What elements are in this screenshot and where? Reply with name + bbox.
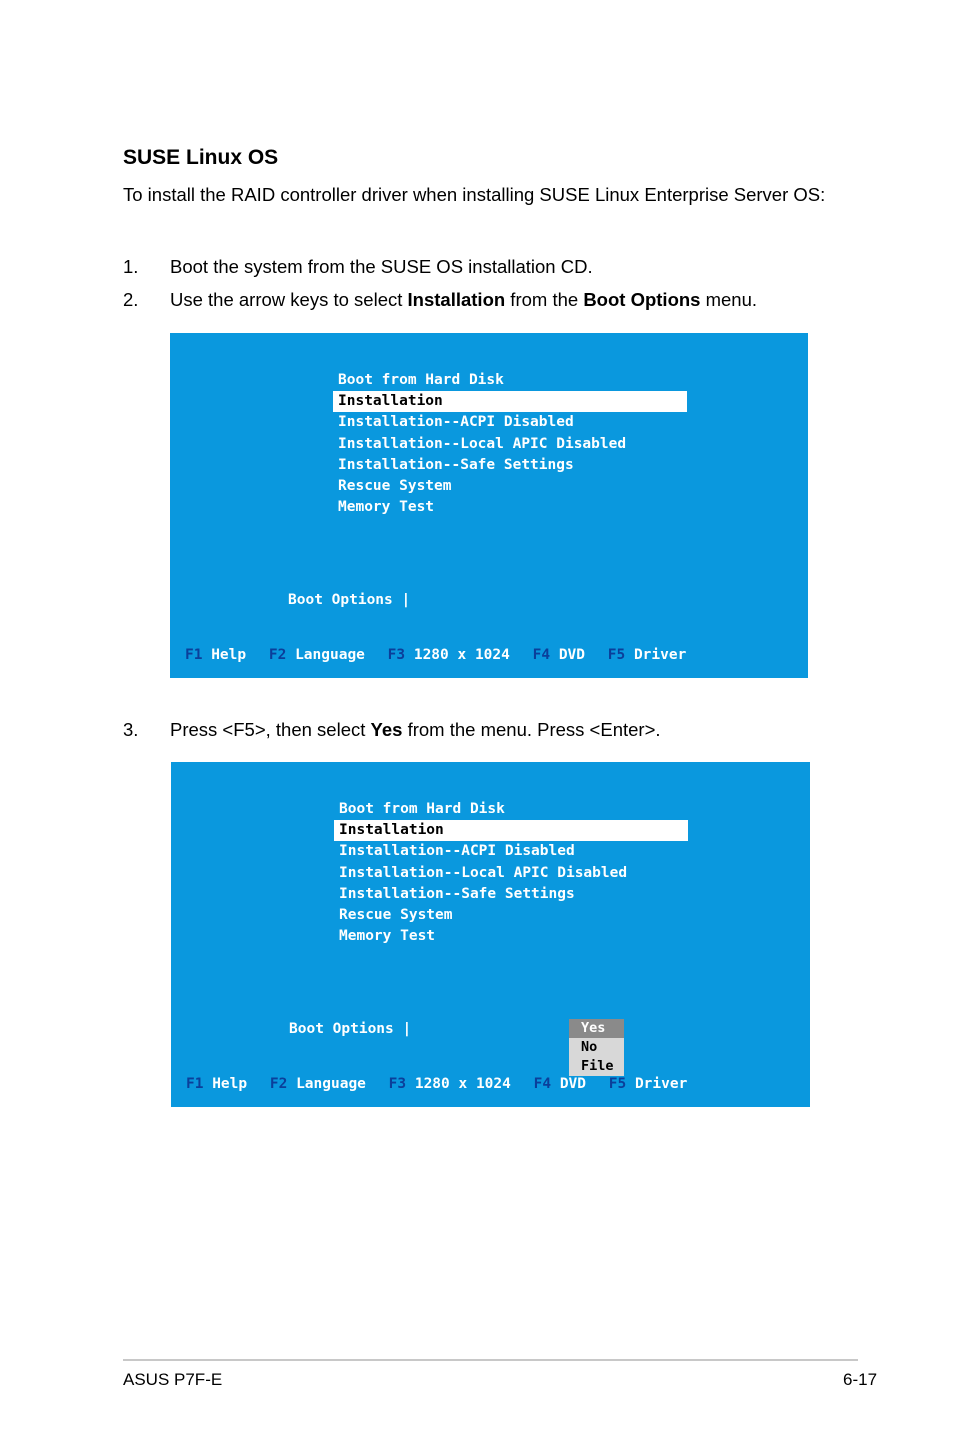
fkey-resolution[interactable]: F3 1280 x 1024 xyxy=(388,1076,511,1092)
boot-options-prompt[interactable]: Boot Options | xyxy=(289,1021,412,1037)
menu-item-installation-safe-settings[interactable]: Installation--Safe Settings xyxy=(338,456,574,473)
popup-option-yes[interactable]: Yes xyxy=(569,1019,624,1038)
menu-item-installation[interactable]: Installation xyxy=(333,391,687,412)
boot-menu xyxy=(334,799,688,947)
step-number: 2. xyxy=(123,289,139,310)
fkey-driver[interactable]: F5 Driver xyxy=(608,1076,688,1092)
step-text-segment: Press <F5>, then select xyxy=(170,719,371,740)
footer-product-name: ASUS P7F-E xyxy=(123,1370,223,1389)
menu-item-rescue-system[interactable]: Rescue System xyxy=(338,477,452,494)
step-number: 3. xyxy=(123,719,139,740)
menu-item-boot-from-hard-disk[interactable]: Boot from Hard Disk xyxy=(338,372,504,388)
step-text-segment: from the xyxy=(505,289,584,310)
footer-divider xyxy=(123,1359,858,1361)
step-text-segment: Use the arrow keys to select xyxy=(170,289,408,310)
step-text xyxy=(170,718,661,742)
step-keyword: Boot Options xyxy=(583,289,701,310)
menu-item-rescue-system[interactable]: Rescue System xyxy=(339,906,453,923)
footer-page-number: 6-17 xyxy=(843,1370,878,1389)
fkey-language[interactable]: F2 Language xyxy=(268,647,365,663)
function-key-bar xyxy=(185,647,700,663)
function-key-bar xyxy=(186,1076,701,1092)
menu-item-installation-safe-settings[interactable]: Installation--Safe Settings xyxy=(339,885,575,902)
step-text xyxy=(170,255,593,279)
section-heading: SUSE Linux OS xyxy=(123,146,279,169)
step-text-segment: Boot the system from the SUSE OS installation CD. xyxy=(170,256,593,277)
boot-options-prompt[interactable]: Boot Options | xyxy=(288,592,411,608)
menu-item-installation[interactable]: Installation xyxy=(334,820,688,841)
boot-menu xyxy=(333,370,687,518)
fkey-dvd[interactable]: F4 DVD xyxy=(532,647,586,663)
driver-popup-menu xyxy=(569,1019,624,1076)
menu-item-installation-local-apic-disabled[interactable]: Installation--Local APIC Disabled xyxy=(339,864,628,881)
fkey-language[interactable]: F2 Language xyxy=(269,1076,366,1092)
step-text-segment: from the menu. Press <Enter>. xyxy=(402,719,661,740)
menu-item-memory-test[interactable]: Memory Test xyxy=(339,928,436,945)
popup-option-file[interactable]: File xyxy=(581,1058,614,1074)
fkey-help[interactable]: F1 Help xyxy=(185,647,247,663)
step-keyword: Installation xyxy=(407,289,506,310)
popup-option-no[interactable]: No xyxy=(581,1039,598,1055)
boot-screen-1 xyxy=(170,333,808,678)
menu-item-installation-local-apic-disabled[interactable]: Installation--Local APIC Disabled xyxy=(338,435,627,452)
menu-item-memory-test[interactable]: Memory Test xyxy=(338,499,435,516)
intro-paragraph: To install the RAID controller driver when installing SUSE Linux Enterprise Server OS: xyxy=(123,184,826,205)
fkey-help[interactable]: F1 Help xyxy=(186,1076,248,1092)
step-number: 1. xyxy=(123,256,139,277)
step-keyword: Yes xyxy=(370,719,403,740)
menu-item-installation-acpi-disabled[interactable]: Installation--ACPI Disabled xyxy=(339,843,575,860)
fkey-dvd[interactable]: F4 DVD xyxy=(533,1076,587,1092)
menu-item-installation-acpi-disabled[interactable]: Installation--ACPI Disabled xyxy=(338,414,574,431)
fkey-resolution[interactable]: F3 1280 x 1024 xyxy=(387,647,510,663)
fkey-driver[interactable]: F5 Driver xyxy=(607,647,687,663)
boot-screen-2 xyxy=(171,762,810,1107)
step-text-segment: menu. xyxy=(700,289,758,310)
step-text xyxy=(170,288,757,312)
menu-item-boot-from-hard-disk[interactable]: Boot from Hard Disk xyxy=(339,801,505,817)
